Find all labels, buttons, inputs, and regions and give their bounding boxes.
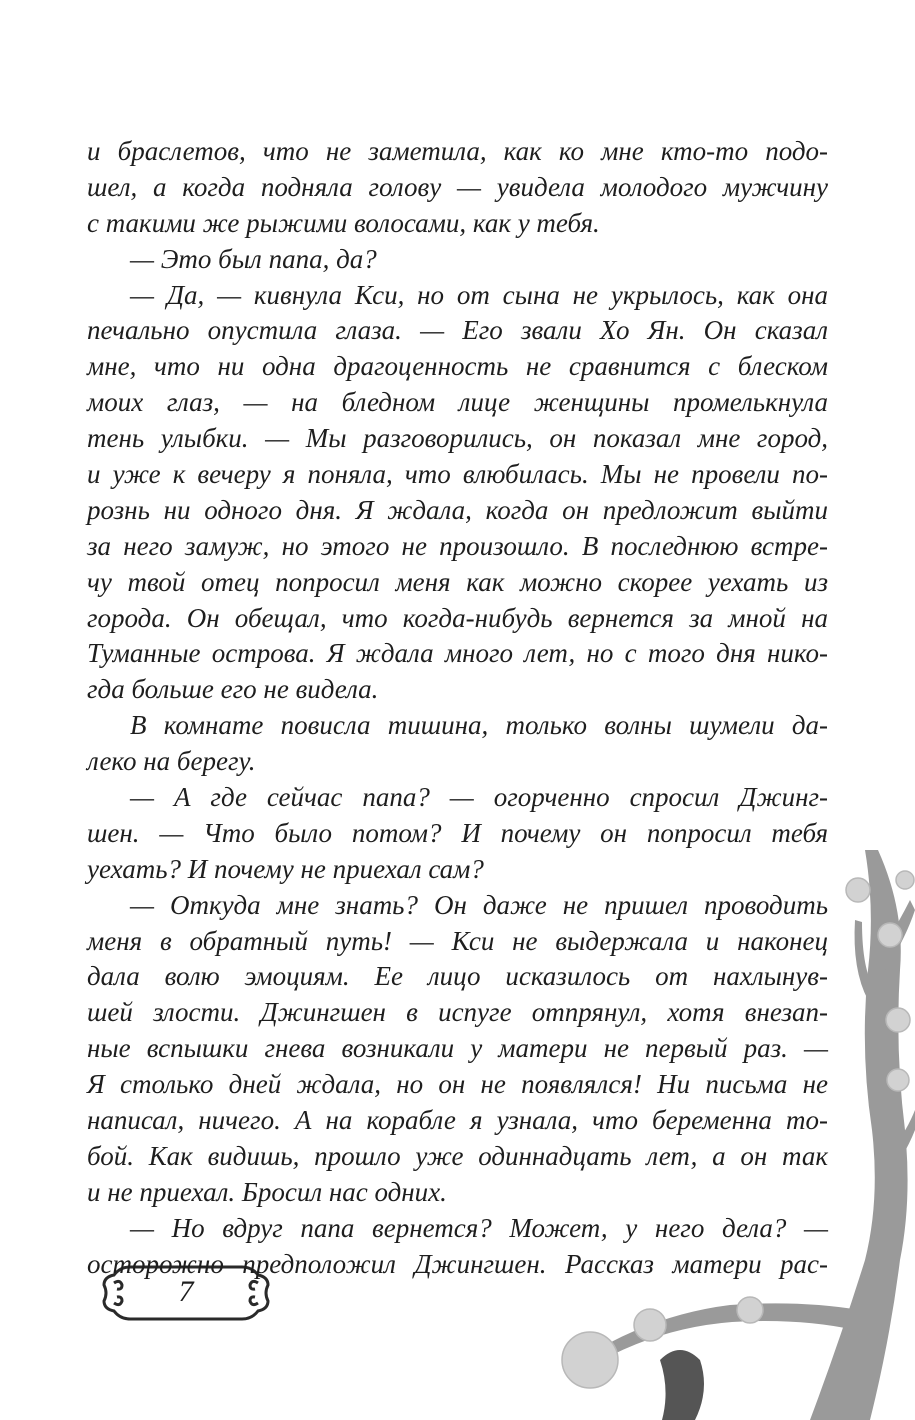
text-line: и не приехал. Бросил нас одних.: [87, 1176, 447, 1207]
text-line: леко на берегу.: [87, 746, 256, 777]
text-line: дала волю эмоциям. Ее лицо исказилось от нахлынув-: [87, 961, 828, 992]
text-line: — Откуда мне знать? Он даже не пришел проводить: [130, 889, 828, 920]
text-line: и браслетов, что не заметила, как ко мне кто-то подо-: [87, 136, 828, 166]
text-line: и уже к вечеру я поняла, что влюбилась. Мы не провели по-: [87, 459, 828, 490]
text-line: чу твой отец попросил меня как можно скорее уехать из: [87, 566, 828, 597]
body-text: [87, 134, 828, 1283]
text-line: Я столько дней ждала, но он не появлялся! Ни письма не: [87, 1069, 828, 1100]
text-line: с такими же рыжими волосами, как у тебя.: [87, 207, 600, 238]
text-line: печально опустила глаза. — Его звали Хо Ян. Он сказал: [87, 315, 828, 346]
text-line: тень улыбки. — Мы разговорились, он показал мне город,: [87, 423, 828, 454]
text-line: осторожно предположил Джингшен. Рассказ матери рас-: [87, 1248, 828, 1279]
text-line: рознь ни одного дня. Я ждала, когда он предложит выйти: [87, 494, 828, 525]
text-line: шен. — Что было потом? И почему он попросил тебя: [87, 817, 828, 848]
text-line: уехать? И почему не приехал сам?: [87, 853, 484, 884]
text-line: города. Он обещал, что когда-нибудь вернется за мной на: [87, 602, 828, 633]
text-line: меня в обратный путь! — Кси не выдержала и наконец: [87, 925, 828, 956]
text-line: за него замуж, но этого не произошло. В последнюю встре-: [87, 530, 828, 561]
text-line: — Да, — кивнула Кси, но от сына не укрылось, как она: [130, 279, 828, 310]
text-line: гда больше его не видела.: [87, 674, 379, 705]
text-line: бой. Как видишь, прошло уже одиннадцать лет, а он так: [87, 1140, 828, 1171]
text-line: — А где сейчас папа? — огорченно спросил Джинг-: [130, 782, 828, 813]
text-line: мне, что ни одна драгоценность не сравнится с блеском: [87, 351, 828, 382]
text-line: В комнате повисла тишина, только волны шумели да-: [130, 710, 828, 741]
page-number: 7: [178, 1275, 194, 1308]
text-line: Туманные острова. Я ждала много лет, но с того дня нико-: [87, 638, 828, 669]
text-line: ные вспышки гнева возникали у матери не первый раз. —: [87, 1033, 828, 1064]
text-line: написал, ничего. А на корабле я узнала, что беременна то-: [87, 1105, 828, 1136]
text-line: шей злости. Джингшен в испуге отпрянул, хотя внезап-: [87, 997, 828, 1028]
text-line: моих глаз, — на бледном лице женщины промелькнула: [87, 387, 828, 418]
text-line: — Это был папа, да?: [130, 243, 377, 274]
text-line: — Но вдруг папа вернется? Может, у него дела? —: [130, 1212, 828, 1243]
text-line: шел, а когда подняла голову — увидела молодого мужчину: [87, 171, 828, 202]
